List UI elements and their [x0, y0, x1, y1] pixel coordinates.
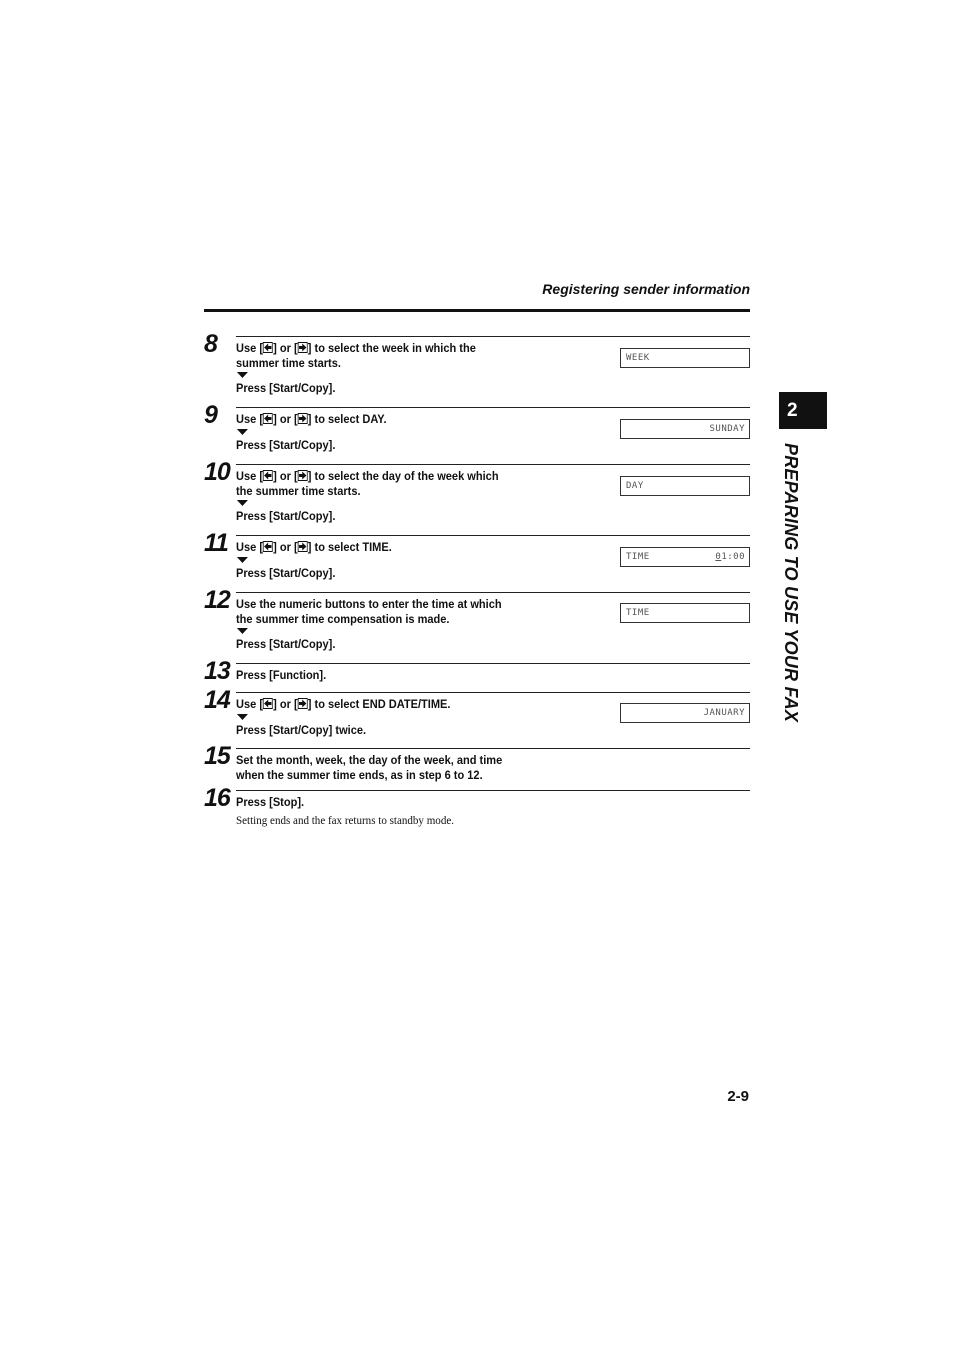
- step-number: 9: [204, 401, 217, 429]
- left-arrow-key-icon: [263, 342, 273, 353]
- text-fragment: ] to select END DATE/TIME.: [307, 697, 451, 711]
- text-fragment: Use [: [236, 341, 263, 355]
- text-fragment: ] to select TIME.: [307, 540, 392, 554]
- press-instruction: Press [Function].: [236, 668, 327, 682]
- step-number: 15: [204, 742, 230, 770]
- text-fragment: ] to select the day of the week which: [307, 469, 499, 483]
- step-instructions: [236, 540, 512, 580]
- right-arrow-key-icon: [298, 698, 308, 709]
- left-arrow-key-icon: [263, 470, 273, 481]
- step-number: 10: [204, 458, 230, 486]
- lcd-text: TIME: [626, 552, 650, 562]
- instruction-line: [236, 341, 512, 370]
- left-arrow-key-icon: [263, 541, 273, 552]
- text-fragment: Use [: [236, 540, 263, 554]
- chapter-side-title: PREPARING TO USE YOUR FAX: [781, 443, 801, 723]
- step-instructions: [236, 753, 530, 782]
- step-instructions: [236, 341, 512, 396]
- text-fragment: Use the numeric buttons to enter the time at which: [236, 597, 502, 611]
- text-fragment: summer time starts.: [236, 355, 341, 370]
- step-divider: [236, 748, 750, 749]
- text-fragment: ] or [: [273, 341, 298, 355]
- text-fragment: Use [: [236, 697, 263, 711]
- step-note: Setting ends and the fax returns to standby mode.: [236, 812, 454, 827]
- step-divider: [236, 535, 750, 536]
- text-fragment: ] or [: [273, 540, 298, 554]
- step-instructions: [236, 469, 512, 524]
- step-divider: [236, 407, 750, 408]
- lcd-display: [620, 703, 750, 723]
- down-triangle-icon: [237, 429, 248, 435]
- left-arrow-key-icon: [263, 413, 273, 424]
- lcd-text: WEEK: [626, 353, 650, 363]
- press-instruction: Press [Start/Copy].: [236, 637, 336, 651]
- step-number: 8: [204, 330, 217, 358]
- lcd-text: 1:00: [721, 552, 745, 562]
- instruction-line: [236, 597, 512, 626]
- lcd-display: [620, 348, 750, 368]
- step-number: 16: [204, 784, 230, 812]
- right-arrow-key-icon: [298, 413, 308, 424]
- lcd-display: [620, 547, 750, 567]
- left-arrow-key-icon: [263, 698, 273, 709]
- text-fragment: ] to select the week in which the: [307, 341, 476, 355]
- down-triangle-icon: [237, 372, 248, 378]
- step-divider: [236, 336, 750, 337]
- press-instruction: Press [Start/Copy].: [236, 381, 336, 395]
- page-number: 2-9: [727, 1088, 749, 1105]
- lcd-text: SUNDAY: [709, 424, 745, 434]
- chapter-tab: 2: [779, 392, 827, 429]
- press-instruction: Press [Start/Copy] twice.: [236, 722, 367, 737]
- step-instructions: [236, 412, 512, 452]
- press-instruction: Press [Stop].: [236, 795, 305, 809]
- down-triangle-icon: [237, 557, 248, 563]
- text-fragment: the summer time compensation is made.: [236, 611, 450, 626]
- step-divider: [236, 663, 750, 664]
- text-fragment: when the summer time ends, as in step 6 to 12.: [236, 767, 483, 782]
- running-header: Registering sender information: [542, 281, 750, 297]
- lcd-text: DAY: [626, 481, 644, 491]
- step-number: 14: [204, 686, 230, 714]
- text-fragment: ] to select DAY.: [307, 412, 387, 426]
- press-instruction: Press [Start/Copy].: [236, 509, 336, 523]
- step-divider: [236, 692, 750, 693]
- down-triangle-icon: [237, 628, 248, 634]
- lcd-display: [620, 603, 750, 623]
- text-fragment: ] or [: [273, 469, 298, 483]
- text-fragment: the summer time starts.: [236, 483, 361, 498]
- instruction-line: [236, 540, 512, 555]
- step-divider: [236, 790, 750, 791]
- text-fragment: ] or [: [273, 697, 298, 711]
- step-instructions: [236, 795, 549, 827]
- right-arrow-key-icon: [298, 541, 308, 552]
- down-triangle-icon: [237, 714, 248, 720]
- instruction-line: [236, 469, 512, 498]
- lcd-time-value: [715, 548, 745, 566]
- step-instructions: [236, 597, 512, 652]
- step-number: 11: [204, 529, 228, 557]
- text-fragment: Use [: [236, 469, 263, 483]
- right-arrow-key-icon: [298, 470, 308, 481]
- lcd-text: JANUARY: [703, 708, 745, 718]
- text-fragment: Set the month, week, the day of the week, and time: [236, 753, 503, 767]
- step-instructions: [236, 668, 512, 683]
- right-arrow-key-icon: [298, 342, 308, 353]
- down-triangle-icon: [237, 500, 248, 506]
- step-instructions: [236, 697, 512, 737]
- step-divider: [236, 464, 750, 465]
- header-rule: [204, 309, 750, 312]
- lcd-cursor: 0: [715, 552, 722, 562]
- text-fragment: Use [: [236, 412, 263, 426]
- step-divider: [236, 592, 750, 593]
- lcd-display: [620, 419, 750, 439]
- instruction-line: [236, 697, 512, 712]
- press-instruction: Press [Start/Copy].: [236, 437, 336, 452]
- instruction-line: [236, 412, 512, 427]
- lcd-text: TIME: [626, 608, 650, 618]
- step-number: 12: [204, 586, 230, 614]
- text-fragment: ] or [: [273, 412, 298, 426]
- press-instruction: Press [Start/Copy].: [236, 565, 336, 580]
- step-number: 13: [204, 657, 230, 685]
- instruction-line: [236, 753, 530, 782]
- lcd-display: [620, 476, 750, 496]
